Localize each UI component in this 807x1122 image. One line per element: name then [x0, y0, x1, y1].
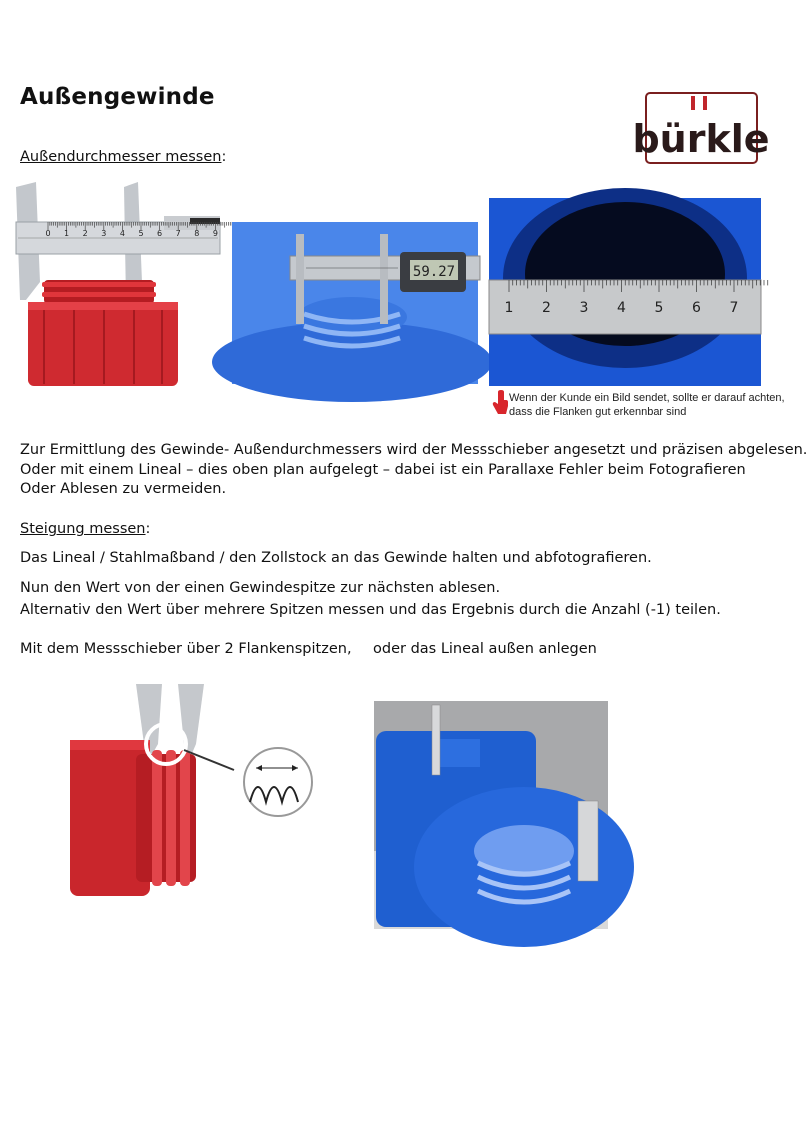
image-canister-ruler [374, 701, 608, 929]
caption-line-1: Wenn der Kunde ein Bild sendet, sollte er darauf achten, [509, 392, 785, 404]
image-digital-caliper-blue [232, 222, 478, 384]
ruler-label: 6 [692, 300, 701, 316]
pitch-text-4a: Mit dem Messschieber über 2 Flankenspitzen, [20, 641, 352, 657]
heading-colon: : [145, 521, 151, 537]
paragraph-outer-diameter-1: Zur Ermittlung des Gewinde- Außendurchmessers wird der Messschieber angesetzt und präzisen abgelesen. [20, 442, 807, 458]
ruler-label: 3 [579, 300, 589, 316]
ruler-label: 7 [729, 300, 739, 316]
paragraph-outer-diameter-2: Oder mit einem Lineal – dies oben plan aufgelegt – dabei ist ein Parallaxe Fehler beim Fotografieren [20, 462, 746, 478]
ruler-label: 2 [542, 300, 551, 316]
heading-text: Außendurchmesser messen [20, 149, 222, 165]
image-caliper-flank-tips [66, 684, 316, 898]
pitch-text-3: Alternativ den Wert über mehrere Spitzen messen und das Ergebnis durch die Anzahl (-1) teilen. [20, 602, 721, 618]
pitch-text-2: Nun den Wert von der einen Gewindespitze zur nächsten ablesen. [20, 580, 501, 596]
caption-box [489, 386, 785, 426]
ruler-label: 4 [119, 229, 125, 238]
hand-pointer-icon [491, 390, 509, 420]
ruler-label: 1 [504, 300, 514, 316]
ruler-label: 5 [138, 229, 144, 238]
section-outer-diameter-heading [20, 148, 226, 168]
pitch-text-1: Das Lineal / Stahlmaßband / den Zollstock an das Gewinde halten und abfotografieren. [20, 550, 652, 566]
ruler-label: 5 [654, 300, 664, 316]
ruler-label: 4 [617, 300, 626, 316]
paragraph-outer-diameter-3: Oder Ablesen zu vermeiden. [20, 481, 227, 497]
heading-colon: : [221, 149, 227, 165]
ruler-label: 9 [212, 229, 218, 238]
heading-text: Steigung messen [20, 521, 146, 537]
ruler-label: 8 [194, 229, 200, 238]
image-caliper-red-part [14, 182, 222, 392]
page-title: Außengewinde [20, 84, 215, 110]
ruler-label: 6 [157, 229, 163, 238]
caliper-readout: 59.27 [412, 264, 456, 280]
ruler-label: 3 [101, 229, 107, 238]
ruler-label: 1 [64, 229, 70, 238]
pitch-text-4b: oder das Lineal außen anlegen [373, 641, 597, 657]
image-ruler-blue-opening [489, 198, 761, 386]
brand-logo [632, 92, 770, 164]
section-pitch-heading [20, 520, 150, 540]
logo-text: bürkle [632, 117, 770, 161]
caption-line-2: dass die Flanken gut erkennbar sind [509, 406, 687, 418]
ruler-label: 0 [45, 229, 51, 238]
ruler-label: 7 [175, 229, 181, 238]
ruler-label: 2 [82, 229, 88, 238]
